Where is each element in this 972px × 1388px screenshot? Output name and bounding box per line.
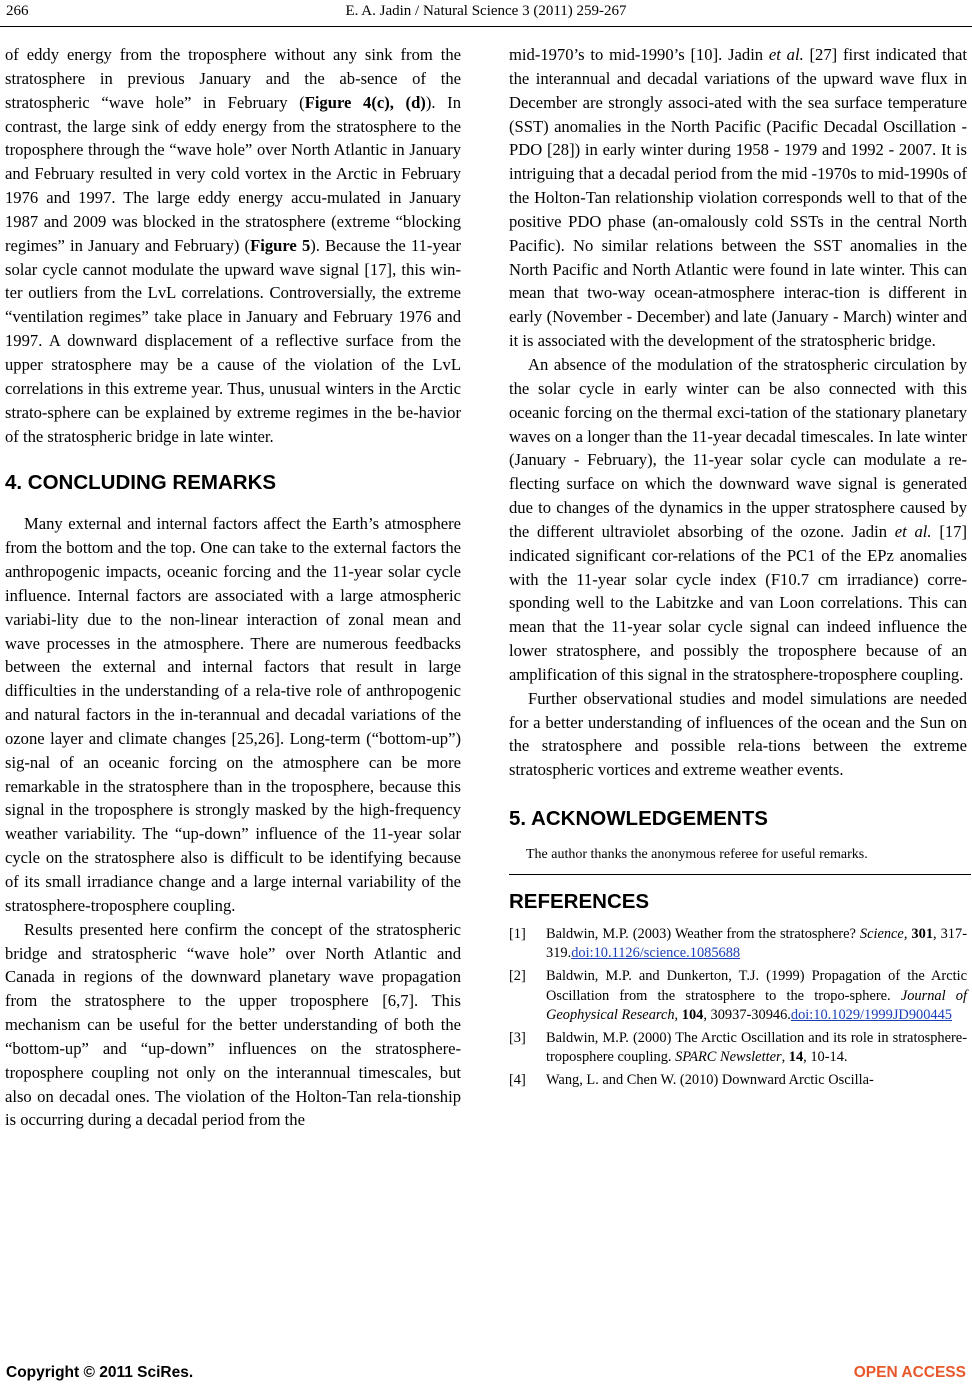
concluding-paragraph-1: Many external and internal factors affect the Earth’s atmosphere from the bottom and the top. One can take to the external factors the anthropogenic impacts, oceanic forcing and the 11-year solar cycle influence. Internal factors are associated with a large atmospheric variabi-lity due to the non-linear interaction of zonal mean and wave processes in the atmosphere. There are numerous feedbacks between the external and internal factors that result in large difficulties in the understanding of a rela-tive role of anthropogenic and natural factors in the in-terannual and decadal variations of the ozone layer and climate changes [25,26]. Long-term (“bottom-up”) sig-nal of an oceanic forcing on the atmosphere can be more remarkable in the stratosphere than in the troposphere, because this signal in the troposphere is strongly masked by the high-frequency weather variability. The “up-down” influence of the 11-year solar cycle on the stratosphere also is difficult to be identifying because of its small irradiance change and a large internal variability of the stratosphere-troposphere coupling. <box>5 514 461 915</box>
reference-number: [4] <box>509 1071 526 1088</box>
reference-number: [1] <box>509 926 526 943</box>
concluding-paragraph-2: Results presented here confirm the concept of the stratospheric bridge and stratospheric “wave hole” over North Atlantic and Canada in regions of the downward planetary wave propagation from the stratosphere to the upper troposphere [6,7]. This mechanism can be useful for the better understanding of both the “bottom-up” and “up-down” influences on the stratosphere-troposphere coupling not only on the interannual timescales, but also on decadal ones. The violation of the Holton-Tan rela-tionship is occurring during a decadal period from the <box>5 919 461 1130</box>
page-header <box>0 3 972 25</box>
reference-item: [3] Baldwin, M.P. (2000) The Arctic Oscillation and its role in stratosphere-troposphere coupling. SPARC Newsletter, 14, 10-14. <box>509 1029 967 1065</box>
open-access-label[interactable]: OPEN ACCESS <box>853 1364 966 1381</box>
running-title: E. A. Jadin / Natural Science 3 (2011) 259-267 <box>345 3 627 19</box>
reference-number: [3] <box>509 1029 526 1046</box>
reference-list <box>509 925 967 1090</box>
right-paragraph-1: mid-1970’s to mid-1990’s [10]. Jadin et al. [27] first indicated that the interannual and decadal variations of the upward wave flux in December are strongly associ-ated with the sea surface temperature (SST) anomalies in the North Pacific (Pacific Decadal Oscillation - PDO [28]) in early winter during 1958 - 1979 and 1992 - 2007. It is intriguing that a decadal period from the mid -1970s to mid-1990s of the Holton-Tan relationship violation corresponds well to that of the positive PDO phase (an-omalously cold SSTs in the central North Pacific). No similar relations between the SST anomalies in the North Pacific and North Atlantic were found in late winter. This can mean that two-way ocean-atmosphere interac-tion is different in early (November - December) and late (January - March) winter and it is associated with the development of the stratospheric bridge. <box>509 45 967 351</box>
figure-ref-5[interactable]: Figure 5 <box>250 235 311 255</box>
doi-link[interactable]: doi:10.1126/science.1085688 <box>571 945 741 962</box>
page-number: 266 <box>6 3 29 19</box>
reference-item: [2] Baldwin, M.P. and Dunkerton, T.J. (1999) Propagation of the Arctic Oscillation from the stratosphere to the tropo-sphere. Journal of Geophysical Research, 104, 30937-30946.doi:10.1029/1999JD900445 <box>509 968 968 1023</box>
figure-ref-4cd[interactable]: Figure 4(c), (d) <box>304 92 426 112</box>
page-footer <box>0 1360 972 1384</box>
reference-item: [1] Baldwin, M.P. (2003) Weather from the stratosphere? Science, 301, 317-319.doi:10.1126/science.1085688 <box>509 926 967 962</box>
header-rule <box>0 26 972 27</box>
right-paragraph-3: Further observational studies and model simulations are needed for a better understanding of influences of the ocean and the Sun on the stratosphere and possible rela-tions between the extreme stratospheric vortices and extreme weather events. <box>509 688 967 780</box>
right-paragraph-2: An absence of the modulation of the stratospheric circulation by the solar cycle in early winter can be also connected with this oceanic forcing on the thermal exci-tation of the stationary planetary waves on a longer than the 11-year decadal timescales. In late winter (January - February), the 11-year solar cycle can modulate a re-flecting surface on which the downward wave signal is generated due to changes of the dynamics in the upper stratosphere caused by the different ultraviolet absorbing of the ozone. Jadin et al. [17] indicated significant cor-relations of the PC1 of the EPz anomalies with the 11-year solar cycle index (F10.7 cm irradiance) corre-sponding well to the Labitzke and van Loon correlations. This can mean that the 11-year solar cycle signal can indeed influence the lower stratosphere, and possibly the troposphere because of an amplification of this signal in the stratosphere-troposphere coupling. <box>509 354 967 684</box>
reference-item: [4] Wang, L. and Chen W. (2010) Downward Arctic Oscilla- <box>509 1071 967 1090</box>
left-column <box>5 43 461 1132</box>
copyright-text: Copyright © 2011 SciRes. <box>6 1364 194 1381</box>
right-column <box>509 43 967 1094</box>
continued-paragraph: of eddy energy from the troposphere without any sink from the stratosphere in previous January and the ab-sence of the stratospheric “wave hole” in February (Figure 4(c), (d)). In contrast, the large sink of eddy energy from the stratosphere to the troposphere through the “wave hole” over North Atlantic in January and February resulted in very cold vortex in the Arctic in February 1976 and 1997. The large eddy energy accu-mulated in January 1987 and 2009 was blocked in the stratosphere (extreme “blocking regimes” in January and February) (Figure 5). Because the 11-year solar cycle cannot modulate the upward wave signal [17], this win-ter outliers from the LvL correlations. Controversially, the extreme “ventilation regimes” take place in January and February 1976 and 1997. A downward displacement of a reflective surface from the upper stratosphere may be a cause of the violation of the LvL correlations in this extreme year. Thus, unusual winters in the Arctic strato-sphere can be explained by extreme regimes in the be-havior of the stratospheric bridge in late winter. <box>5 45 461 446</box>
references-rule <box>509 874 971 875</box>
doi-link[interactable]: doi:10.1029/1999JD900445 <box>790 1006 952 1023</box>
reference-number: [2] <box>509 968 526 985</box>
section-heading-acknowledgements: 5. ACKNOWLEDGEMENTS <box>509 807 768 831</box>
section-heading-references: REFERENCES <box>509 890 650 914</box>
acknowledgement-text: The author thanks the anonymous referee for useful remarks. <box>526 847 868 863</box>
section-heading-concluding-remarks: 4. CONCLUDING REMARKS <box>5 471 277 495</box>
